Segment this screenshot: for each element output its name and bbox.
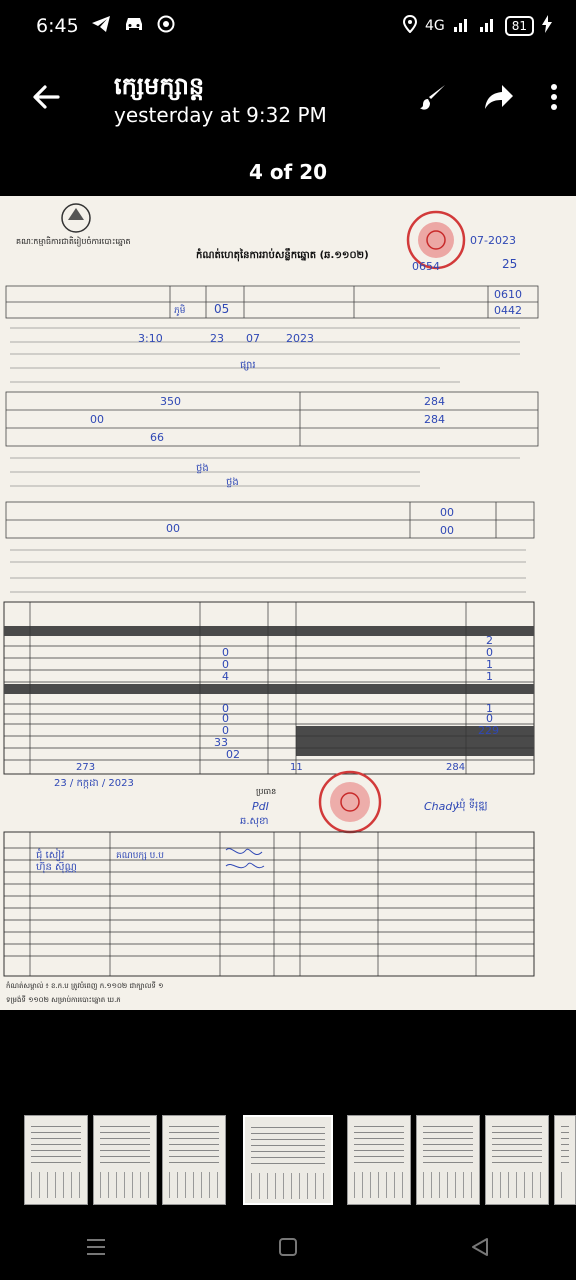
- thumbnail-strip[interactable]: [0, 1115, 576, 1207]
- chair-signature: PdI: [252, 800, 269, 813]
- party-left-6: 0: [222, 724, 229, 737]
- arrow-left-icon: [32, 83, 60, 111]
- stamp-number: 25: [502, 257, 518, 271]
- thumbnail[interactable]: [162, 1115, 226, 1205]
- observer-2: ហ៊ុន ស៊ុណ្ណ: [36, 862, 77, 873]
- party-right-2: 0: [486, 646, 493, 659]
- share-button[interactable]: [484, 84, 514, 117]
- line-d-value: 284: [424, 395, 445, 408]
- document-image: [0, 196, 576, 1010]
- observer-1: ជុំ សៀវ: [36, 850, 65, 861]
- day-value: 23: [210, 332, 224, 345]
- thumbnail[interactable]: [554, 1115, 576, 1205]
- party-left-3: 4: [222, 670, 229, 683]
- party-left-4: 0: [222, 702, 229, 715]
- party-right-7: 229: [478, 724, 499, 737]
- conversation-title: ក្សេមក្សាន្ត: [114, 72, 205, 100]
- system-nav-bar: [0, 1218, 576, 1280]
- form-title: កំណត់ហេតុនៃការរាប់សន្លឹកឆ្នោត (ឆ.១១០២): [196, 250, 369, 261]
- vpn-icon: [157, 15, 175, 38]
- back-triangle-icon: [470, 1237, 490, 1257]
- network-type: 4G: [424, 18, 445, 34]
- image-counter: 4 of 20: [248, 160, 328, 184]
- back-nav-button[interactable]: [470, 1234, 490, 1264]
- charging-icon: [542, 15, 552, 37]
- home-button[interactable]: [278, 1234, 298, 1264]
- party-right-1: 2: [486, 634, 493, 647]
- app-actions: [418, 82, 558, 119]
- home-square-icon: [278, 1237, 298, 1257]
- observer-party: គណបក្ស ប.ប: [116, 851, 164, 861]
- brush-icon: [418, 82, 448, 112]
- official-name: ថ្លង: [196, 463, 209, 474]
- thumbnail-current[interactable]: [243, 1115, 333, 1205]
- more-options-button[interactable]: [550, 83, 558, 118]
- line-c-value: 66: [150, 431, 164, 444]
- status-bar: [0, 0, 576, 52]
- message-timestamp: yesterday at 9:32 PM: [114, 103, 327, 127]
- battery-indicator: 81: [505, 16, 534, 36]
- party-right-4: 1: [486, 670, 493, 683]
- edit-button[interactable]: [418, 82, 448, 119]
- line-e-value: 284: [424, 413, 445, 426]
- station-number: 05: [214, 302, 230, 316]
- signal-icon-2: [479, 16, 497, 36]
- total-invalid: 11: [290, 762, 303, 773]
- title-block: [114, 71, 418, 129]
- thumbnail[interactable]: [93, 1115, 157, 1205]
- thumbnail[interactable]: [24, 1115, 88, 1205]
- secretary-signature: Chady: [424, 800, 459, 813]
- back-button[interactable]: [18, 81, 74, 119]
- party-left-5: 0: [222, 712, 229, 725]
- stamp-date: 07-2023: [470, 234, 516, 247]
- station-code-b: 0442: [494, 304, 522, 317]
- signal-icon: [453, 16, 471, 36]
- car-icon: [123, 15, 145, 38]
- line-a-value: 350: [160, 395, 181, 408]
- recents-button[interactable]: [86, 1234, 106, 1264]
- location-icon: [403, 15, 417, 37]
- party-left-7: 33: [214, 736, 228, 749]
- share-icon: [484, 84, 514, 110]
- line-b-value: 00: [90, 413, 104, 426]
- total-valid: 273: [76, 762, 96, 773]
- time-started: 3:10: [138, 332, 163, 345]
- thumbnail[interactable]: [416, 1115, 480, 1205]
- viewer-app-bar: [0, 52, 576, 148]
- commune-value: ភូមិ: [174, 306, 186, 316]
- thumbnail[interactable]: [347, 1115, 411, 1205]
- total-ballots: 284: [446, 762, 466, 773]
- witness-name: ថ្លង: [226, 477, 239, 488]
- menu-lines-icon: [86, 1237, 106, 1257]
- party-right-6: 0: [486, 712, 493, 725]
- party-left-1: 0: [222, 646, 229, 659]
- party-results-table: [4, 602, 534, 774]
- chair-name: ឆ.សុខា: [240, 816, 269, 827]
- village-value: ផ្សារ: [240, 360, 256, 371]
- party-left-8: 02: [226, 748, 240, 761]
- photo-view[interactable]: [0, 196, 576, 1010]
- secretary-name: ឃុំ ទីរុឌ្ឍ: [456, 800, 488, 811]
- party-right-3: 1: [486, 658, 493, 671]
- party-left-2: 0: [222, 658, 229, 671]
- complaint-count-3: 00: [440, 524, 454, 537]
- status-time: 6:45: [36, 15, 79, 37]
- complaint-count-2: 00: [166, 522, 180, 535]
- sign-date: 23 / កក្កដា / 2023: [54, 778, 134, 789]
- chair-label: ប្រធាន: [256, 787, 277, 796]
- telegram-icon: [91, 15, 111, 38]
- stamp-code: 0654: [412, 260, 440, 273]
- year-value: 2023: [286, 332, 314, 345]
- party-right-5: 1: [486, 702, 493, 715]
- month-value: 07: [246, 332, 260, 345]
- footer-note-1: កំណត់សម្គាល់ ៖ ខ.ក.ប ត្រូវបំពេញ ក.១១០២ ជាក្បាលទី ១: [6, 982, 164, 990]
- footer-note-2: ទម្រង់ទី ១១០២ សម្រាប់ការបោះឆ្នោត ឃ.ភ: [6, 996, 121, 1004]
- form-header: គណៈកម្មាធិការជាតិរៀបចំការបោះឆ្នោត: [16, 237, 131, 246]
- more-vert-icon: [550, 83, 558, 111]
- complaint-count-1: 00: [440, 506, 454, 519]
- station-code: 0610: [494, 288, 522, 301]
- thumbnail[interactable]: [485, 1115, 549, 1205]
